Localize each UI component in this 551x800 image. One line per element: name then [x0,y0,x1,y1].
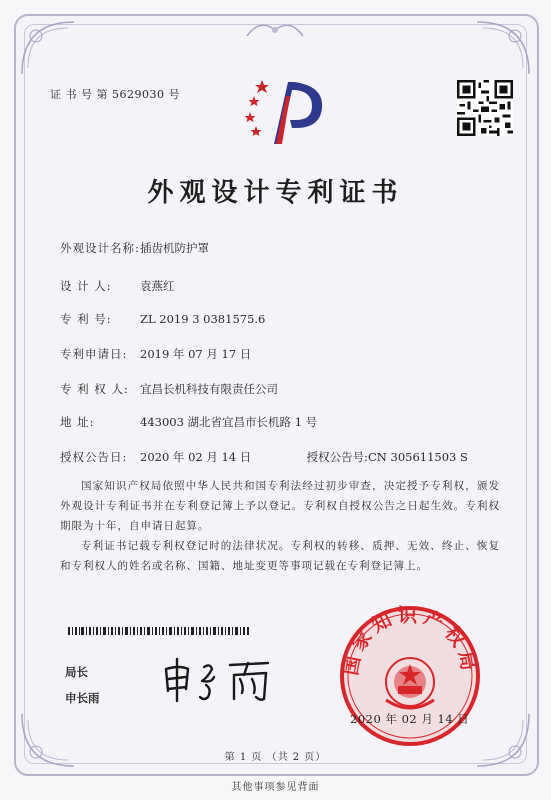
handwritten-signature [160,655,280,703]
field-value: 2019 年 07 月 17 日 [140,347,252,361]
field-label: 授权公告日: [60,450,128,464]
seal-date: 2020 年 02 月 14 日 [350,712,470,726]
page-number: 第 1 页 （共 2 页） [224,752,327,763]
field-patent-number [60,311,265,327]
field-announcement [60,449,468,465]
field-label: 授权公告号: [306,450,368,464]
field-value: 袁燕红 [140,279,175,293]
field-value: 宜昌长机科技有限责任公司 [140,382,278,396]
field-application-date [60,346,251,362]
signatory-title: 局长 [65,665,88,679]
field-label: 设 计 人: [60,279,112,293]
field-patentee [60,381,278,397]
field-label: 专 利 权 人: [60,382,129,396]
field-label: 专利申请日: [60,347,128,361]
field-design-name [60,240,209,256]
signatory-name: 申长雨 [65,691,100,705]
certificate-title: 外观设计专利证书 [147,178,404,208]
cnipa-logo-icon [240,74,330,150]
field-value: ZL 2019 3 0381575.6 [140,312,266,326]
corner-ornament [473,18,533,78]
seal-text: 国家知识产权局 [339,604,481,678]
corner-ornament [18,18,78,78]
field-value: 2020 年 02 月 14 日 [140,450,252,464]
top-ornament [245,16,305,42]
field-value: 443003 湖北省宜昌市长机路 1 号 [140,415,318,429]
barcode [68,620,250,628]
legal-status-paragraph: 专利证书记载专利权登记时的法律状况。专利权的转移、质押、无效、终止、恢复和专利权人的姓名或名称、国籍、地址变更等事项记载在专利登记簿上。 [60,540,500,572]
field-label: 地 址: [60,415,95,429]
qr-code [457,80,513,136]
footer-note: 其他事项参见背面 [231,782,320,793]
certificate-number: 证 书 号 第 5629030 号 [50,88,180,101]
field-value: 插齿机防护罩 [140,241,209,255]
field-value: CN 305611503 S [368,450,468,464]
field-label: 外观设计名称: [60,241,140,255]
field-designer [60,278,175,294]
field-label: 专 利 号: [60,312,112,326]
field-address [60,414,317,430]
grant-paragraph: 国家知识产权局依照中华人民共和国专利法经过初步审查，决定授予专利权，颁发外观设计专利证书并在专利登记簿上予以登记。专利权自授权公告之日起生效。专利权期限为十年，自申请日起算。 [60,480,500,532]
